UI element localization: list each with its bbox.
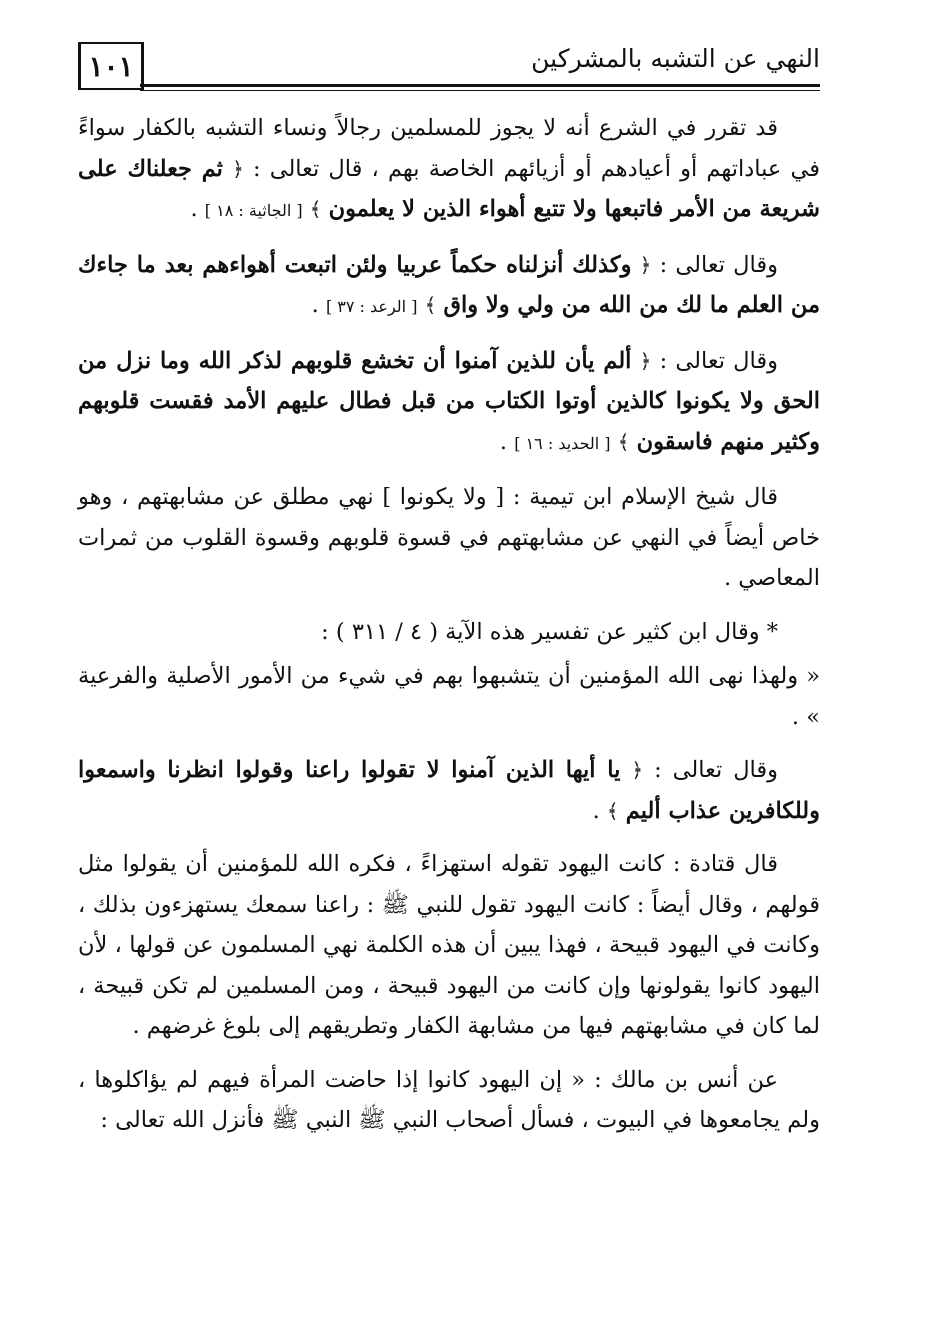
verse-open-bracket: ﴿: [639, 252, 652, 277]
verse-close-bracket: ﴾: [309, 197, 322, 221]
body-text: [78, 108, 820, 1154]
header-rule-thick: [140, 84, 820, 87]
header-rule-thin: [140, 90, 820, 91]
quran-verse: ثم جعلناك على شريعة من الأمر فاتبعها ولا تتبع أهواء الذين لا يعلمون: [78, 155, 820, 222]
paragraph-8: قال قتادة : كانت اليهود تقوله استهزاءً ، فكره الله للمؤمنين أن يقولوا مثل قولهم ، وقال أيضاً : كانت اليهود تقول للنبي ﷺ : راعنا سمعك يستهزءون بذلك ، وكانت في اليهود قبيحة ، فهذا يبين أن هذه الكلمة نهي المسلمون عن قولها ، لأن اليهود كانوا يقولونها وإن كانت من اليهود قبيحة ، ومن المسلمين لم تكن قبيحة ، لما كان في مشابهتهم فيها من مشابهة الكفار وتطريقهم إلى بلوغ غرضهم .: [78, 851, 820, 1039]
page-header: [78, 40, 820, 92]
verse-close-bracket: ﴾: [606, 798, 619, 823]
verse-reference: [ الحديد : ١٦ ]: [514, 433, 611, 453]
verse-reference: [ الرعد : ٣٧ ]: [325, 297, 418, 316]
verse-close-bracket: ﴾: [617, 429, 630, 454]
verse-open-bracket: ﴿: [639, 348, 652, 373]
paragraph-tail: .: [592, 797, 600, 824]
paragraph-1: [78, 108, 820, 232]
paragraph-tail: .: [311, 292, 319, 318]
paragraph-9: عن أنس بن مالك : « إن اليهود كانوا إذا حاضت المرأة فيهم لم يؤاكلوها ، ولم يجامعوها في البيوت ، فسأل أصحاب النبي ﷺ النبي ﷺ فأنزل الله تعالى :: [78, 1066, 820, 1133]
paragraph-3: [78, 341, 820, 465]
verse-open-bracket: ﴿: [631, 758, 644, 782]
paragraph-lead: قد تقرر في الشرع أنه لا يجوز للمسلمين رجالاً ونساء التشبه بالكفار سواءً في عباداتهم أو أعيادهم أو أزيائهم الخاصة بهم ، قال تعالى :: [78, 115, 820, 182]
quran-verse: ألم يأن للذين آمنوا أن تخشع قلوبهم لذكر الله وما نزل من الحق ولا يكونوا كالذين أوتوا الكتاب من قبل فطال عليهم الأمد فقست قلوبهم وكثير منهم فاسقون: [78, 347, 820, 455]
paragraph-lead: وقال تعالى :: [654, 757, 779, 783]
paragraph-5: * وقال ابن كثير عن تفسير هذه الآية ( ٤ / ٣١١ ) :: [321, 618, 778, 645]
paragraph-2: [78, 245, 820, 328]
page-number-box: [78, 42, 144, 90]
quran-verse: يا أيها الذين آمنوا لا تقولوا راعنا وقولوا انظرنا واسمعوا وللكافرين عذاب أليم: [78, 757, 820, 824]
verse-reference: [ الجاثية : ١٨ ]: [204, 201, 303, 220]
verse-close-bracket: ﴾: [424, 293, 437, 317]
running-title: النهي عن التشبه بالمشركين: [531, 44, 820, 73]
paragraph-4: قال شيخ الإسلام ابن تيمية : [ ولا يكونوا ] نهي مطلق عن مشابهتهم ، وهو خاص أيضاً في النهي عن مشابهتهم في قسوة قلوبهم وقسوة القلوب من ثمرات المعاصي .: [78, 484, 820, 591]
paragraph-7: [78, 750, 820, 831]
paragraph-lead: وقال تعالى :: [659, 347, 779, 374]
quran-verse: وكذلك أنزلناه حكماً عربيا ولئن اتبعت أهواءهم بعد ما جاءك من العلم ما لك من الله من ولي ولا واق: [78, 251, 820, 318]
paragraph-6: « ولهذا نهى الله المؤمنين أن يتشبهوا بهم في شيء من الأمور الأصلية والفرعية » .: [78, 663, 820, 730]
paragraph-lead: وقال تعالى :: [659, 251, 779, 278]
verse-open-bracket: ﴿: [232, 156, 244, 181]
paragraph-tail: .: [190, 196, 198, 222]
paragraph-tail: .: [499, 428, 508, 455]
page-number: ١٠١: [88, 49, 134, 83]
